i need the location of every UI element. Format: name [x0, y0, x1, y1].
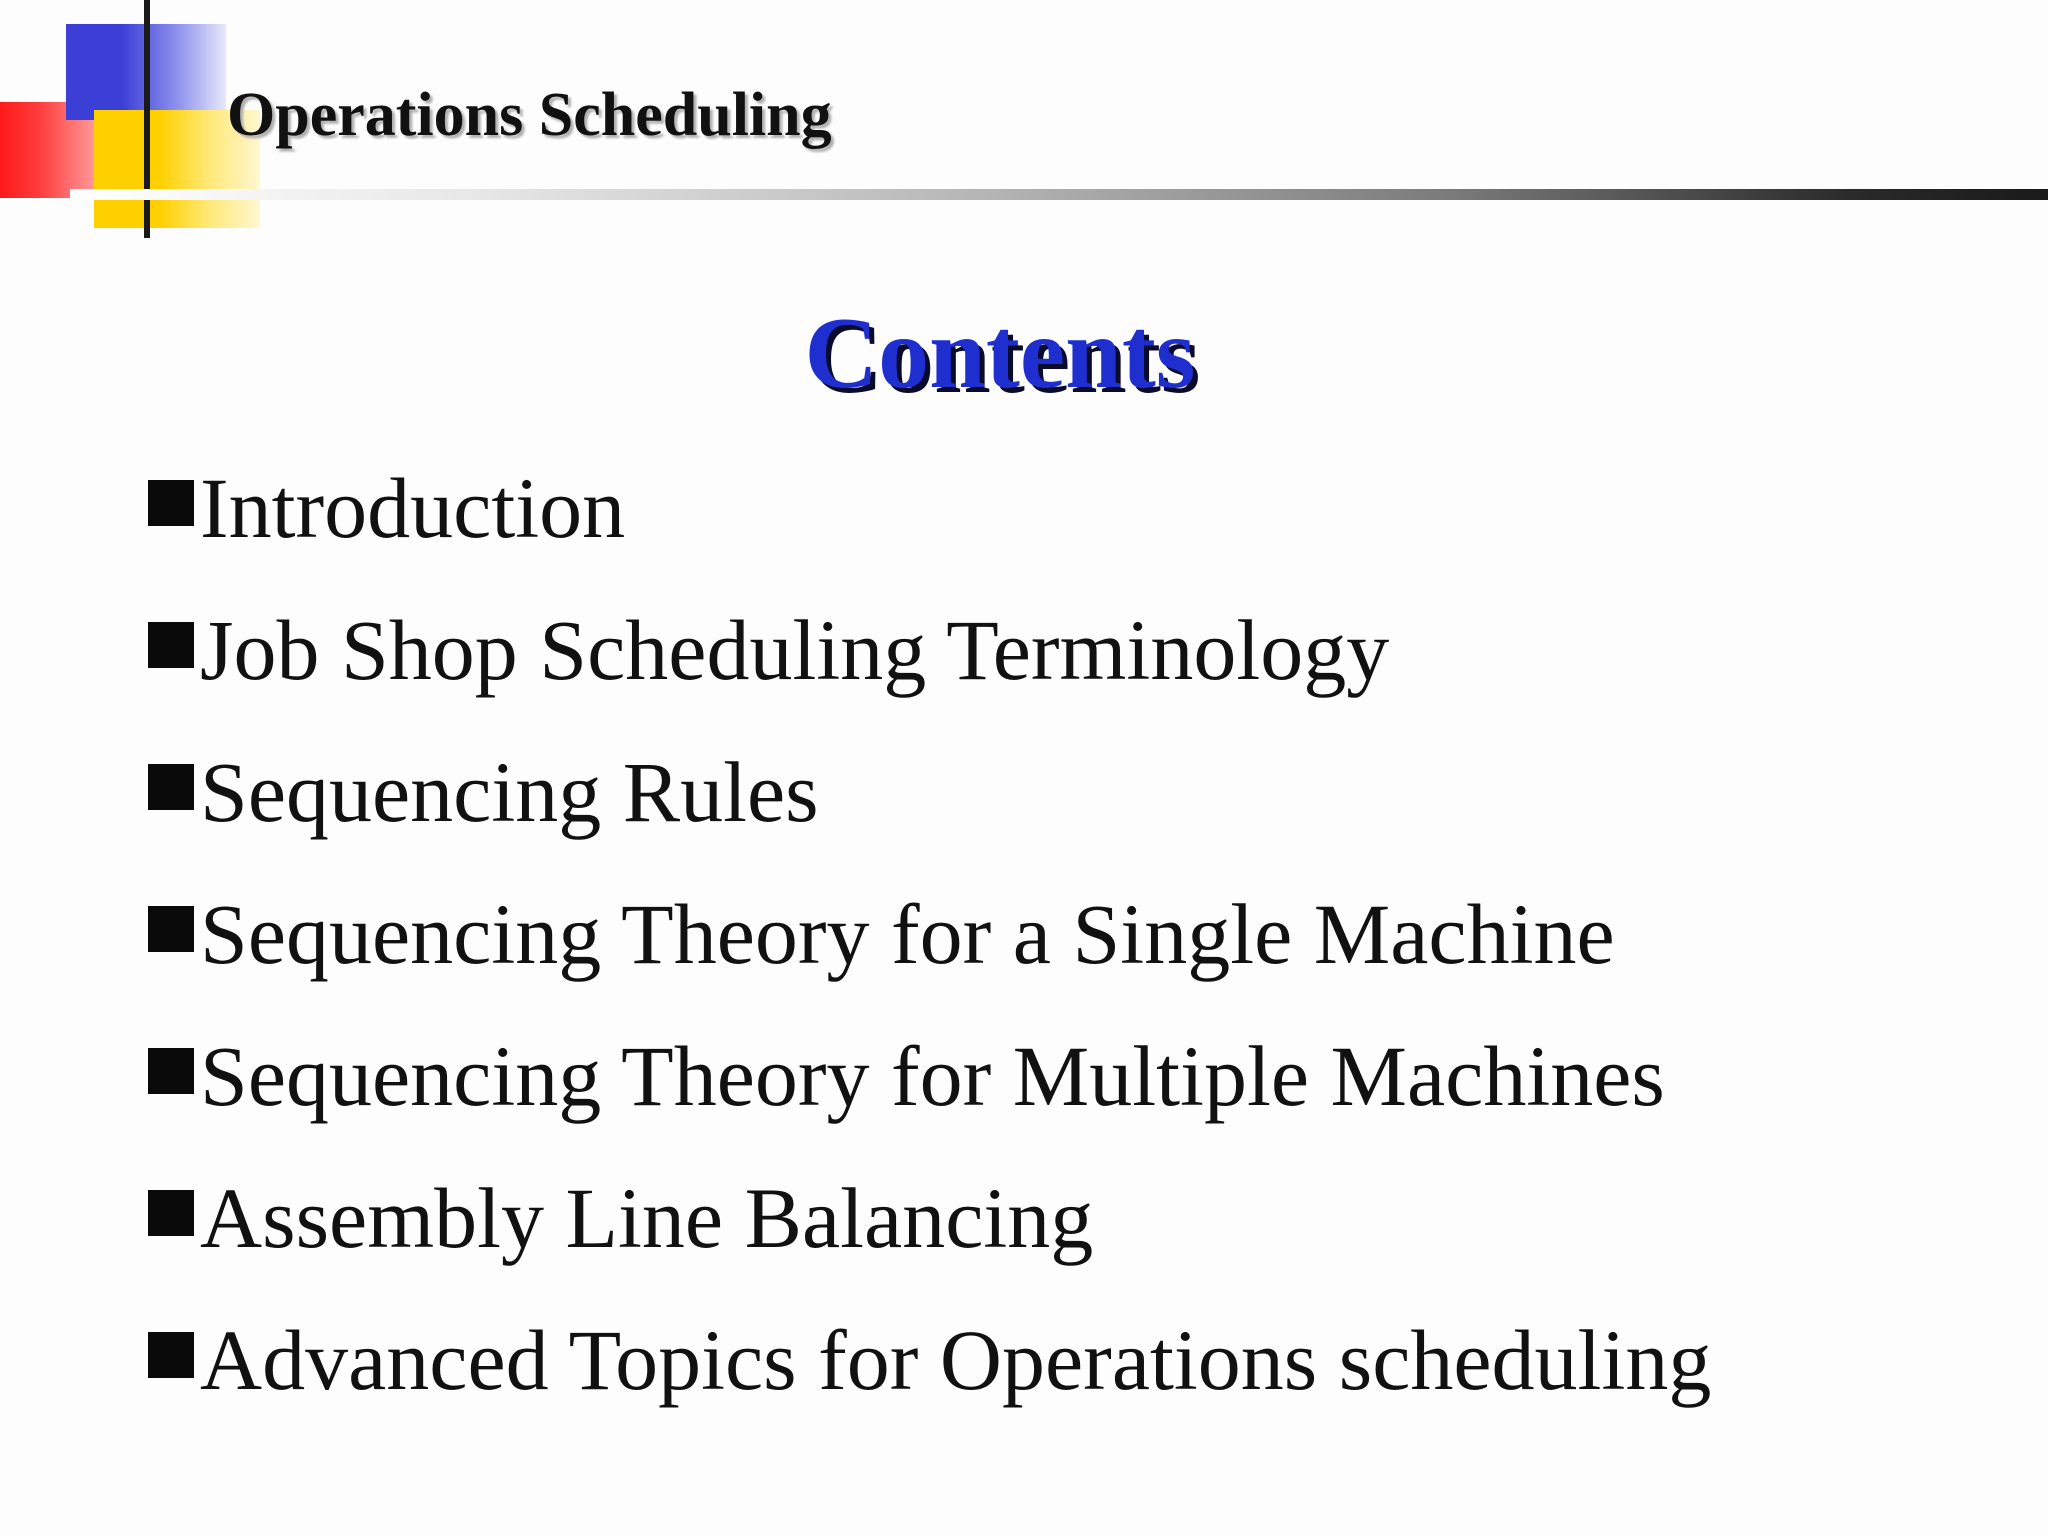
- list-item: [148, 1310, 1711, 1452]
- page-title: Contents: [804, 297, 1196, 410]
- list-item: [148, 742, 1711, 884]
- list-item: [148, 1026, 1711, 1168]
- black-square-bullet-icon: [148, 906, 194, 952]
- black-square-bullet-icon: [148, 1332, 194, 1378]
- list-item-label: Job Shop Scheduling Terminology: [200, 602, 1390, 698]
- logo-vertical-line: [144, 0, 150, 238]
- header-title: Operations Scheduling: [227, 81, 832, 149]
- list-item-label: Sequencing Theory for a Single Machine: [200, 886, 1615, 982]
- list-item-label: Sequencing Rules: [200, 744, 819, 840]
- contents-list: [148, 458, 1711, 1452]
- black-square-bullet-icon: [148, 1048, 194, 1094]
- black-square-bullet-icon: [148, 1190, 194, 1236]
- list-item: [148, 884, 1711, 1026]
- black-square-bullet-icon: [148, 480, 194, 526]
- list-item: [148, 458, 1711, 600]
- list-item-label: Sequencing Theory for Multiple Machines: [200, 1028, 1665, 1124]
- list-item-label: Introduction: [200, 460, 626, 556]
- list-item-label: Assembly Line Balancing: [200, 1170, 1094, 1266]
- list-item-label: Advanced Topics for Operations scheduling: [200, 1312, 1712, 1408]
- black-square-bullet-icon: [148, 764, 194, 810]
- header-rule: [70, 189, 2048, 200]
- list-item: [148, 600, 1711, 742]
- list-item: [148, 1168, 1711, 1310]
- black-square-bullet-icon: [148, 622, 194, 668]
